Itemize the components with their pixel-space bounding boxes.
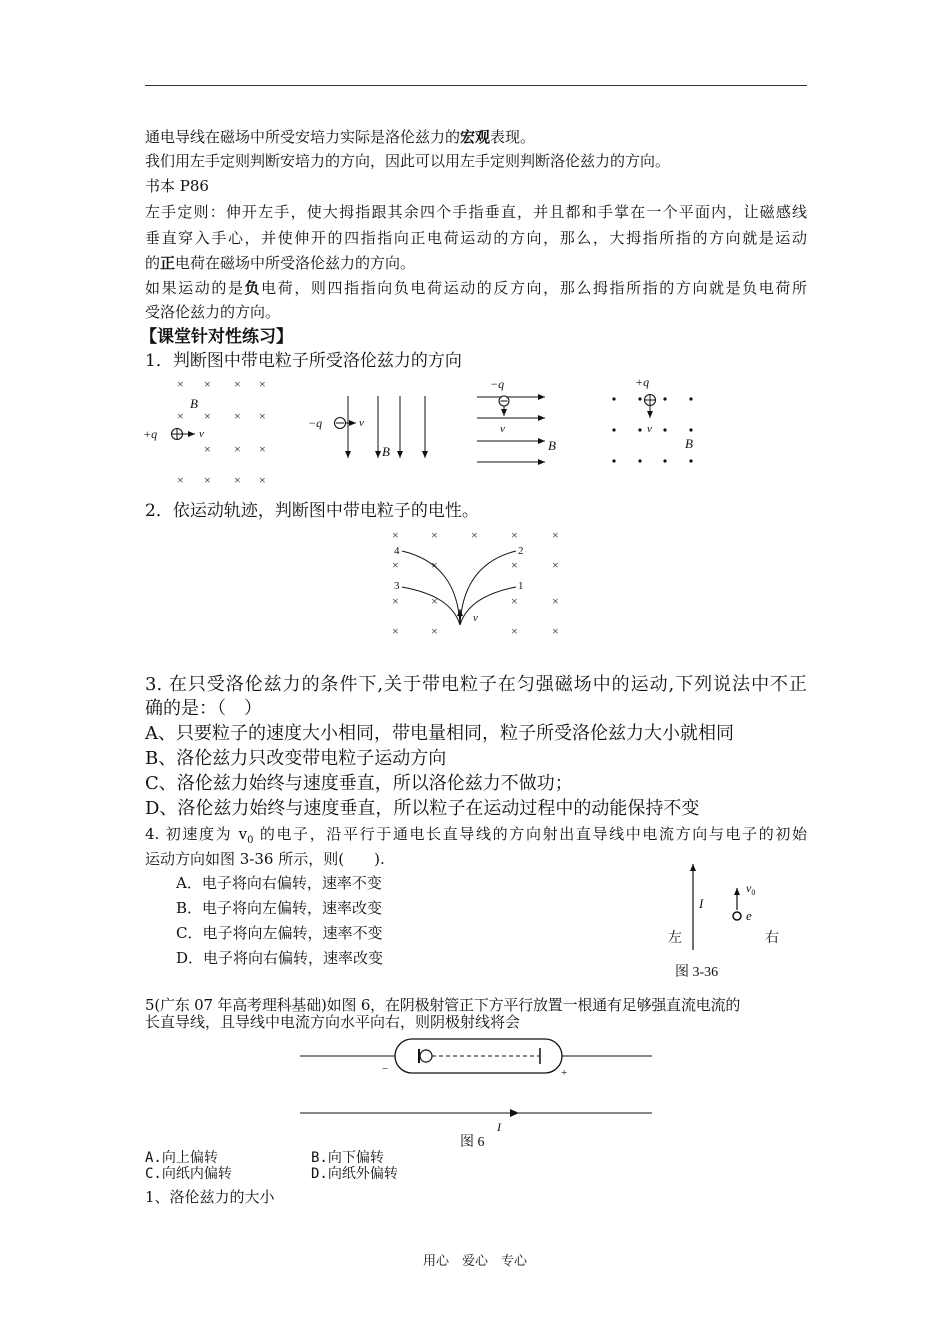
svg-text:×: × xyxy=(259,473,266,487)
minus-label: − xyxy=(382,1063,389,1075)
q2-trajectory-figure xyxy=(380,525,580,645)
question-4-option-b: B．电子将向左偏转，速率改变 xyxy=(176,899,383,917)
figure-3-charge-label: −q xyxy=(490,377,505,391)
electron xyxy=(733,912,741,920)
figure-1-v-label: v xyxy=(199,428,204,440)
negative-charge-line-1: 如果运动的是负电荷，则四指指向负电荷运动的反方向，那么拇指所指的方向就是负电荷所 xyxy=(145,279,807,297)
svg-text:×: × xyxy=(234,473,241,487)
question-3-option-d: D、洛伦兹力始终与速度垂直，所以粒子在运动过程中的动能保持不变 xyxy=(145,798,700,819)
svg-text:×: × xyxy=(552,558,559,572)
figure-6-cathode-tube xyxy=(300,1035,660,1150)
question-5-option-a: A.向上偏转 xyxy=(145,1150,218,1166)
wire-current-label: I xyxy=(497,1120,501,1134)
trajectory-label-3: 3 xyxy=(394,580,400,592)
figure-1-charge-label: +q xyxy=(143,427,158,441)
question-3-option-c: C、洛伦兹力始终与速度垂直，所以洛伦兹力不做功； xyxy=(145,773,573,794)
trajectory-v-label: v xyxy=(473,612,478,624)
svg-text:×: × xyxy=(511,558,518,572)
question-4-option-a: A．电子将向右偏转，速率不变 xyxy=(176,874,382,892)
current-label: I xyxy=(699,896,704,911)
page-footer: 用心 爱心 专心 xyxy=(422,1254,527,1269)
svg-text:×: × xyxy=(552,528,559,542)
svg-text:×: × xyxy=(552,594,559,608)
svg-text:×: × xyxy=(204,442,211,456)
question-1: 1．判断图中带电粒子所受洛伦兹力的方向 xyxy=(145,351,462,371)
svg-text:×: × xyxy=(234,409,241,423)
q1-figures xyxy=(140,370,710,490)
header-rule xyxy=(145,85,807,86)
svg-text:×: × xyxy=(392,594,399,608)
trajectory-label-1: 1 xyxy=(518,580,524,592)
svg-text:×: × xyxy=(259,442,266,456)
svg-text:×: × xyxy=(392,558,399,572)
question-3-option-b: B、洛伦兹力只改变带电粒子运动方向 xyxy=(145,748,447,769)
figure-caption: 图 3-36 xyxy=(675,965,719,980)
question-5-stem-line-1: 5(广东 07 年高考理科基础)如图 6，在阴极射管正下方平行放置一根通有足够强直流电流的 xyxy=(145,996,741,1014)
question-2: 2．依运动轨迹，判断图中带电粒子的电性。 xyxy=(145,501,479,521)
svg-text:×: × xyxy=(431,528,438,542)
svg-text:×: × xyxy=(431,558,438,572)
trajectory-2 xyxy=(460,551,516,625)
plus-label: + xyxy=(561,1067,568,1079)
svg-text:×: × xyxy=(431,624,438,638)
next-section-heading: 1、洛伦兹力的大小 xyxy=(145,1188,275,1206)
question-4-option-d: D．电子将向右偏转，速率改变 xyxy=(176,949,384,967)
svg-text:×: × xyxy=(552,624,559,638)
svg-text:×: × xyxy=(392,528,399,542)
left-hand-rule-line-1: 左手定则：伸开左手，使大拇指跟其余四个手指垂直，并且都和手掌在一个平面内，让磁感线 xyxy=(145,203,807,221)
intro-line-1: 通电导线在磁场中所受安培力实际是洛伦兹力的宏观表现。 xyxy=(145,128,536,146)
v0-label: $v_0$ xyxy=(746,881,756,897)
question-4-stem-line-2: 运动方向如图 3-36 所示，则( ). xyxy=(145,850,385,868)
svg-text:×: × xyxy=(177,473,184,487)
figure-3-rightward-field xyxy=(477,377,556,462)
left-hand-rule-line-2: 垂直穿入手心，并使伸开的四指指向正电荷运动的方向，那么，大拇指所指的方向就是运动 xyxy=(145,229,807,247)
right-label: 右 xyxy=(765,930,779,946)
svg-text:×: × xyxy=(259,377,266,391)
question-5-option-d: D.向纸外偏转 xyxy=(311,1166,398,1182)
figure-3-b-label: B xyxy=(548,438,556,453)
svg-text:×: × xyxy=(234,377,241,391)
question-3-stem-line-1: 3. 在只受洛伦兹力的条件下,关于带电粒子在匀强磁场中的运动,下列说法中不正 xyxy=(145,674,807,695)
svg-text:×: × xyxy=(177,409,184,423)
question-4-stem-line-1: 4. 初速度为 $v_0$ 的电子，沿平行于通电长直导线的方向射出直导线中电流方向与电子的初始 xyxy=(145,825,807,846)
svg-text:×: × xyxy=(511,528,518,542)
figure-4-v-label: v xyxy=(647,423,652,435)
question-4-option-c: C．电子将向左偏转，速率不变 xyxy=(176,924,383,942)
trajectory-label-2: 2 xyxy=(518,545,524,557)
intro-line-2: 我们用左手定则判断安培力的方向，因此可以用左手定则判断洛伦兹力的方向。 xyxy=(145,152,671,170)
left-label: 左 xyxy=(668,930,682,946)
figure-2-charge-label: −q xyxy=(308,416,323,430)
svg-text:×: × xyxy=(431,594,438,608)
svg-text:×: × xyxy=(511,594,518,608)
figure-1-b-label: B xyxy=(190,396,198,411)
figure-2-v-label: v xyxy=(359,417,364,429)
current-direction-arrow xyxy=(510,1109,519,1117)
figure-2-downward-field xyxy=(308,396,425,459)
left-hand-rule-line-3: 的正电荷在磁场中所受洛伦兹力的方向。 xyxy=(145,254,416,272)
trajectory-1 xyxy=(460,587,516,625)
question-5-stem-line-2: 长直导线，且导线中电流方向水平向右，则阴极射线将会 xyxy=(145,1013,521,1031)
svg-text:×: × xyxy=(234,442,241,456)
figure-3-v-label: v xyxy=(500,423,505,435)
figure-3-36 xyxy=(665,858,795,983)
question-5-option-b: B.向下偏转 xyxy=(311,1150,384,1166)
question-3-option-a: A、只要粒子的速度大小相同，带电量相同，粒子所受洛伦兹力大小就相同 xyxy=(145,723,734,744)
svg-text:×: × xyxy=(177,377,184,391)
negative-charge-line-2: 受洛伦兹力的方向。 xyxy=(145,303,281,321)
section-title: 【课堂针对性练习】 xyxy=(140,327,293,347)
question-5-option-c: C.向纸内偏转 xyxy=(145,1166,232,1182)
figure-1-into-page-field xyxy=(143,377,266,487)
svg-text:×: × xyxy=(471,528,478,542)
svg-text:×: × xyxy=(204,377,211,391)
svg-text:×: × xyxy=(392,624,399,638)
svg-text:×: × xyxy=(204,409,211,423)
figure-6-caption: 图 6 xyxy=(460,1135,485,1150)
question-3-stem-line-2: 确的是：（ ） xyxy=(145,698,262,719)
trajectory-label-4: 4 xyxy=(394,545,400,557)
book-page-ref: 书本 P86 xyxy=(145,177,209,195)
figure-4-out-of-page-field xyxy=(612,375,693,463)
svg-text:×: × xyxy=(204,473,211,487)
figure-2-b-label: B xyxy=(382,444,390,459)
figure-4-b-label: B xyxy=(685,436,693,451)
svg-text:×: × xyxy=(511,624,518,638)
figure-4-charge-label: +q xyxy=(635,375,650,389)
svg-text:×: × xyxy=(259,409,266,423)
electron-label: e xyxy=(746,908,752,923)
